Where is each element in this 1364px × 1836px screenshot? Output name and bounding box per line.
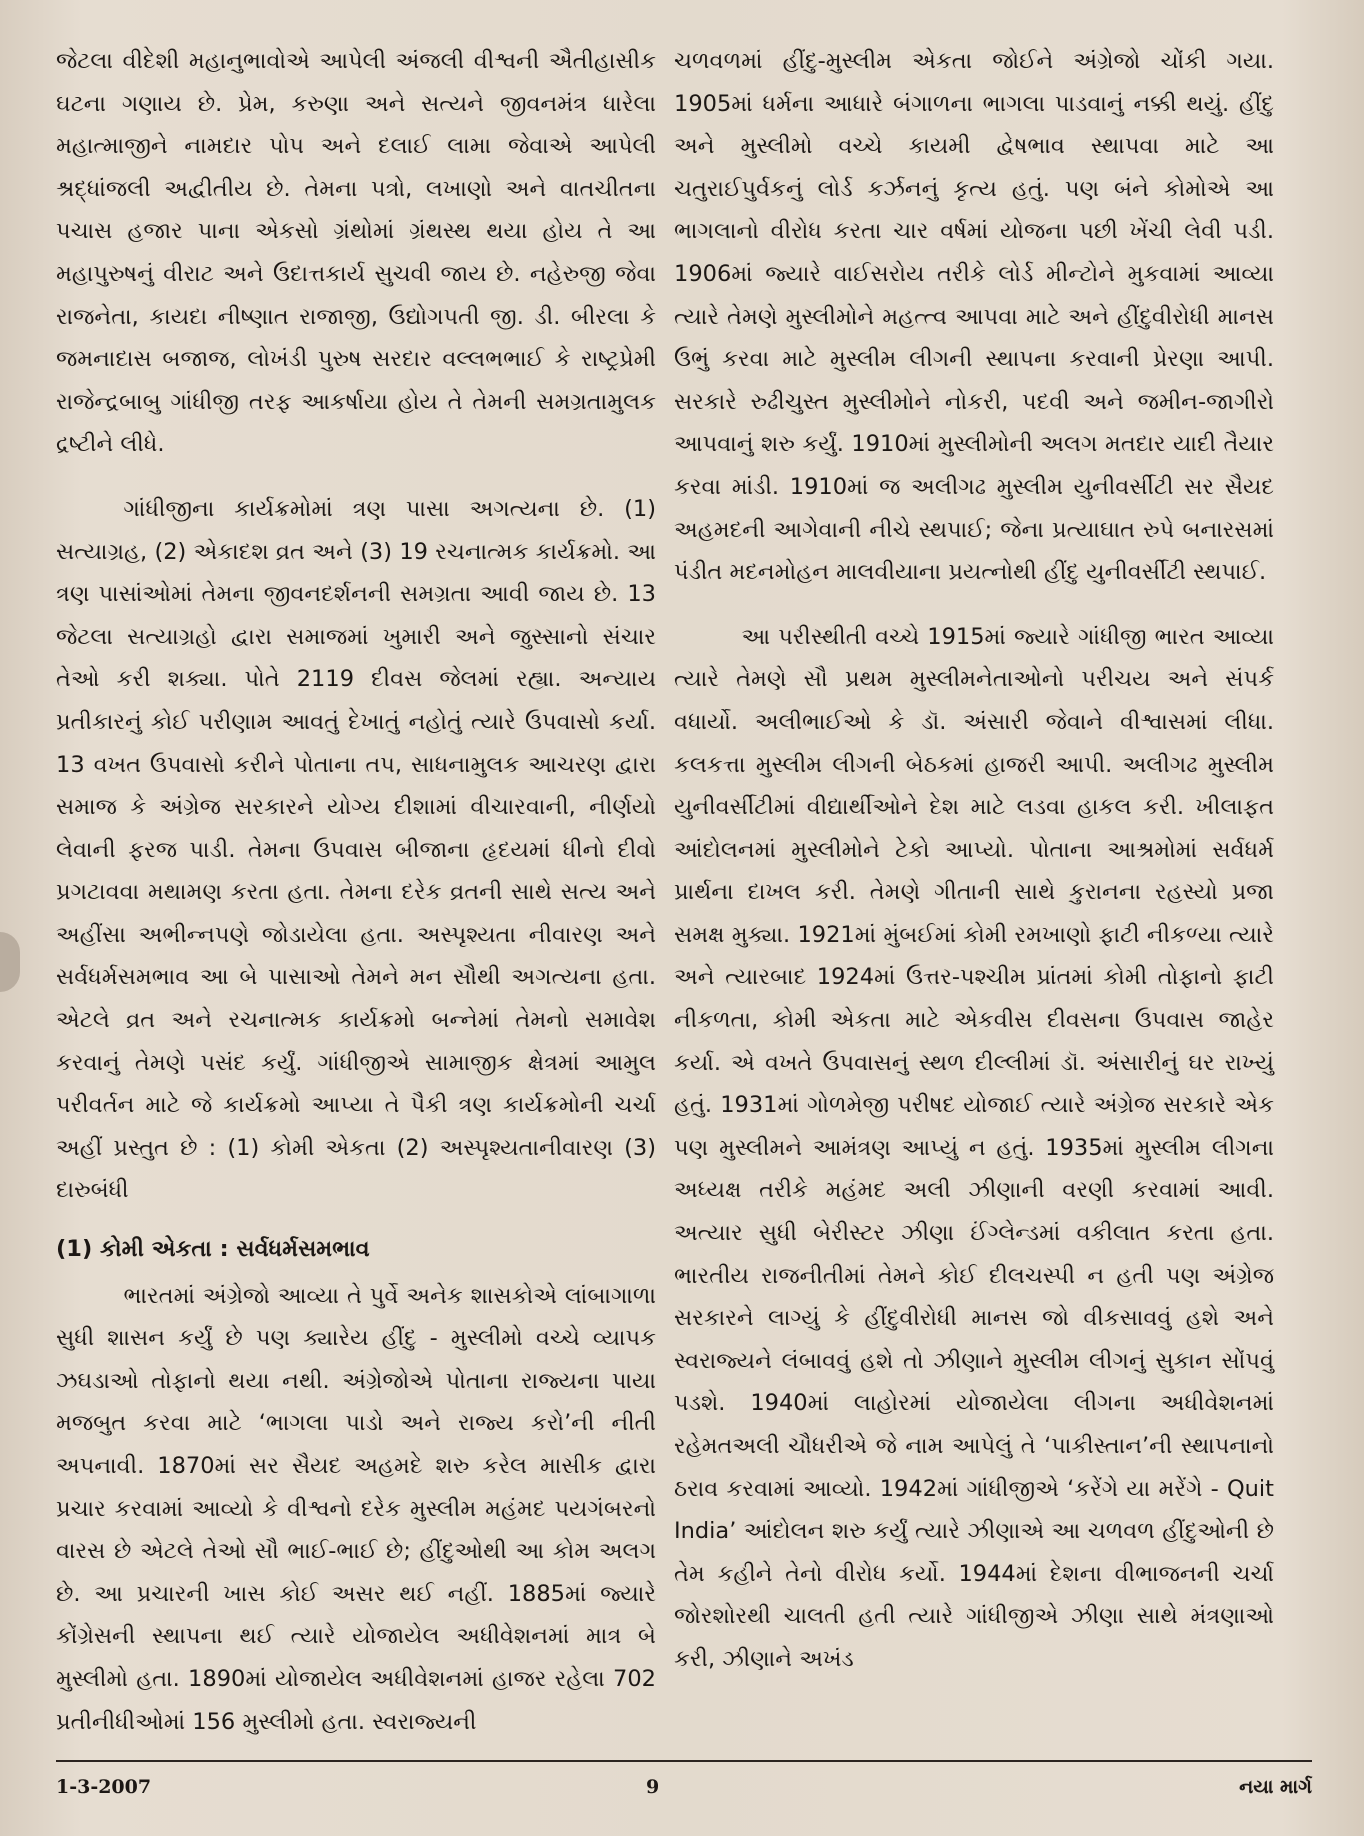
right-column: [674, 40, 1274, 1681]
right-paragraph-1: ચળવળમાં હીંદુ-મુસ્લીમ એકતા જોઈને અંગ્રેજો ચોંકી ગયા. 1905માં ધર્મના આધારે બંગાળના ભાગલા પાડવાનું નક્કી થયું. હીંદુ અને મુસ્લીમો વચ્ચે કાયમી દ્વેષભાવ સ્થાપવા માટે આ ચતુરાઈપુર્વકનું લોર્ડ કર્ઝનનું કૃત્ય હતું. પણ બંને કોમોએ આ ભાગલાનો વીરોધ કરતા ચાર વર્ષમાં યોજના પછી ખેંચી લેવી પડી. 1906માં જ્યારે વાઈસરોય તરીકે લોર્ડ મીન્ટોને મુકવામાં આવ્યા ત્યારે તેમણે મુસ્લીમોને મહત્ત્વ આપવા માટે અને હીંદુવીરોધી માનસ ઉભું કરવા માટે મુસ્લીમ લીગની સ્થાપના કરવાની પ્રેરણા આપી. સરકારે રુઢીચુસ્ત મુસ્લીમોને નોકરી, પદવી અને જમીન-જાગીરો આપવાનું શરુ કર્યું. 1910માં મુસ્લીમોની અલગ મતદાર યાદી તૈયાર કરવા માંડી. 1910માં જ અલીગઢ મુસ્લીમ યુનીવર્સીટી સર સૈયદ અહમદની આગેવાની નીચે સ્થપાઈ; જેના પ્રત્યાઘાત રુપે બનારસમાં પંડીત મદનમોહન માલવીયાના પ્રયત્નોથી હીંદુ યુનીવર્સીટી સ્થપાઈ.: [674, 48, 1274, 586]
left-column: [56, 40, 656, 1743]
issue-date: 1-3-2007: [56, 1776, 152, 1798]
magazine-name: નયા માર્ગ: [1239, 1776, 1312, 1798]
left-paragraph-1: જેટલા વીદેશી મહાનુભાવોએ આપેલી અંજલી વીશ્વની ઐતીહાસીક ઘટના ગણાય છે. પ્રેમ, કરુણા અને સત્યને જીવનમંત્ર ધારેલા મહાત્માજીને નામદાર પોપ અને દલાઈ લામા જેવાએ આપેલી શ્રદ્ધાંજલી અદ્વીતીય છે. તેમના પત્રો, લખાણો અને વાતચીતના પચાસ હજાર પાના એકસો ગ્રંથોમાં ગ્રંથસ્થ થયા હોય તે આ મહાપુરુષનું વીરાટ અને ઉદાત્તકાર્ય સુચવી જાય છે. નહેરુજી જેવા રાજનેતા, કાયદા નીષ્ણાત રાજાજી, ઉદ્યોગપતી જી. ડી. બીરલા કે જમનાદાસ બજાજ, લોખંડી પુરુષ સરદાર વલ્લભભાઈ કે રાષ્ટ્રપ્રેમી રાજેન્દ્રબાબુ ગાંધીજી તરફ આકર્ષાયા હોય તે તેમની સમગ્રતામુલક દ્રષ્ટીને લીધે.: [56, 48, 656, 458]
left-paragraph-2: ગાંધીજીના કાર્યક્રમોમાં ત્રણ પાસા અગત્યના છે. (1) સત્યાગ્રહ, (2) એકાદશ વ્રત અને (3) 19 રચનાત્મક કાર્યક્રમો. આ ત્રણ પાસાંઓમાં તેમના જીવનદર્શનની સમગ્રતા આવી જાય છે. 13 જેટલા સત્યાગ્રહો દ્વારા સમાજમાં ખુમારી અને જુસ્સાનો સંચાર તેઓ કરી શક્યા. પોતે 2119 દીવસ જેલમાં રહ્યા. અન્યાય પ્રતીકારનું કોઈ પરીણામ આવતું દેખાતું નહોતું ત્યારે ઉપવાસો કર્યા. 13 વખત ઉપવાસો કરીને પોતાના તપ, સાધનામુલક આચરણ દ્વારા સમાજ કે અંગ્રેજ સરકારને યોગ્ય દીશામાં વીચારવાની, નીર્ણયો લેવાની ફરજ પાડી. તેમના ઉપવાસ બીજાના હૃદયમાં ધીનો દીવો પ્રગટાવવા મથામણ કરતા હતા. તેમના દરેક વ્રતની સાથે સત્ય અને અહીંસા અભીન્નપણે જોડાયેલા હતા. અસ્પૃશ્યતા નીવારણ અને સર્વધર્મસમભાવ આ બે પાસાઓ તેમને મન સૌથી અગત્યના હતા. એટલે વ્રત અને રચનાત્મક કાર્યક્રમો બન્નેમાં તેમનો સમાવેશ કરવાનું તેમણે પસંદ કર્યું. ગાંધીજીએ સામાજીક ક્ષેત્રમાં આમુલ પરીવર્તન માટે જે કાર્યક્રમો આપ્યા તે પૈકી ત્રણ કાર્યક્રમોની ચર્ચા અહીં પ્રસ્તુત છે : (1) કોમી એકતા (2) અસ્પૃશ્યતાનીવારણ (3) દારુબંધી: [56, 495, 657, 1204]
right-paragraph-2: આ પરીસ્થીતી વચ્ચે 1915માં જ્યારે ગાંધીજી ભારત આવ્યા ત્યારે તેમણે સૌ પ્રથમ મુસ્લીમનેતાઓનો પરીચય અને સંપર્ક વધાર્યો. અલીભાઈઓ કે ડૉ. અંસારી જેવાને વીશ્વાસમાં લીધા. કલકત્તા મુસ્લીમ લીગની બેઠકમાં હાજરી આપી. અલીગઢ મુસ્લીમ યુનીવર્સીટીમાં વીદ્યાર્થીઓને દેશ માટે લડવા હાકલ કરી. ખીલાફત આંદોલનમાં મુસ્લીમોને ટેકો આપ્યો. પોતાના આશ્રમોમાં સર્વધર્મ પ્રાર્થના દાખલ કરી. તેમણે ગીતાની સાથે કુરાનના રહસ્યો પ્રજા સમક્ષ મુક્યા. 1921માં મુંબઈમાં કોમી રમખાણો ફાટી નીકળ્યા ત્યારે અને ત્યારબાદ 1924માં ઉત્તર-પશ્ચીમ પ્રાંતમાં કોમી તોફાનો ફાટી નીકળતા, કોમી એકતા માટે એકવીસ દીવસના ઉપવાસ જાહેર કર્યા. એ વખતે ઉપવાસનું સ્થળ દીલ્લીમાં ડૉ. અંસારીનું ઘર રાખ્યું હતું. 1931માં ગોળમેજી પરીષદ યોજાઈ ત્યારે અંગ્રેજ સરકારે એક પણ મુસ્લીમને આમંત્રણ આપ્યું ન હતું. 1935માં મુસ્લીમ લીગના અધ્યક્ષ તરીકે મહંમદ અલી ઝીણાની વરણી કરવામાં આવી. અત્યાર સુધી બેરીસ્ટર ઝીણા ઈંગ્લેન્ડમાં વકીલાત કરતા હતા. ભારતીય રાજનીતીમાં તેમને કોઈ દીલચસ્પી ન હતી પણ અંગ્રેજ સરકારને લાગ્યું કે હીંદુવીરોધી માનસ જો વીકસાવવું હશે અને સ્વરાજ્યને લંબાવવું હશે તો ઝીણાને મુસ્લીમ લીગનું સુકાન સોંપવું પડશે. 1940માં લાહોરમાં યોજાયેલા લીગના અધીવેશનમાં રહેમતઅલી ચૌધરીએ જે નામ આપેલું તે ‘પાકીસ્તાન’ની સ્થાપનાનો ઠરાવ કરવામાં આવ્યો. 1942માં ગાંધીજીએ ‘કરેંગે યા મરેંગે - Quit India’ આંદોલન શરુ કર્યું ત્યારે ઝીણાએ આ ચળવળ હીંદુઓની છે તેમ કહીને તેનો વીરોધ કર્યો. 1944માં દેશના વીભાજનની ચર્ચા જોરશોરથી ચાલતી હતી ત્યારે ગાંધીજીએ ઝીણા સાથે મંત્રણાઓ કરી, ઝીણાને અખંડ: [674, 623, 1274, 1672]
left-paragraph-3: ભારતમાં અંગ્રેજો આવ્યા તે પુર્વે અનેક શાસકોએ લાંબાગાળા સુધી શાસન કર્યું છે પણ ક્યારેય હીંદુ - મુસ્લીમો વચ્ચે વ્યાપક ઝઘડાઓ તોફાનો થયા નથી. અંગ્રેજોએ પોતાના રાજ્યના પાયા મજબુત કરવા માટે ‘ભાગલા પાડો અને રાજ્ય કરો’ની નીતી અપનાવી. 1870માં સર સૈયદ અહમદે શરુ કરેલ માસીક દ્વારા પ્રચાર કરવામાં આવ્યો કે વીશ્વનો દરેક મુસ્લીમ મહંમદ પયગંબરનો વારસ છે એટલે તેઓ સૌ ભાઈ-ભાઈ છે; હીંદુઓથી આ કોમ અલગ છે. આ પ્રચારની ખાસ કોઈ અસર થઈ નહીં. 1885માં જ્યારે કોંગ્રેસની સ્થાપના થઈ ત્યારે યોજાયેલ અધીવેશનમાં માત્ર બે મુસ્લીમો હતા. 1890માં યોજાયેલ અધીવેશનમાં હાજર રહેલા 702 પ્રતીનીધીઓમાં 156 મુસ્લીમો હતા. સ્વરાજ્યની: [56, 1282, 656, 1735]
page-number: 9: [646, 1776, 660, 1798]
page-footer: [56, 1760, 1312, 1798]
section-heading: (1) કોમી એકતા : સર્વધર્મસમભાવ: [56, 1236, 370, 1263]
punch-hole: [0, 932, 20, 992]
